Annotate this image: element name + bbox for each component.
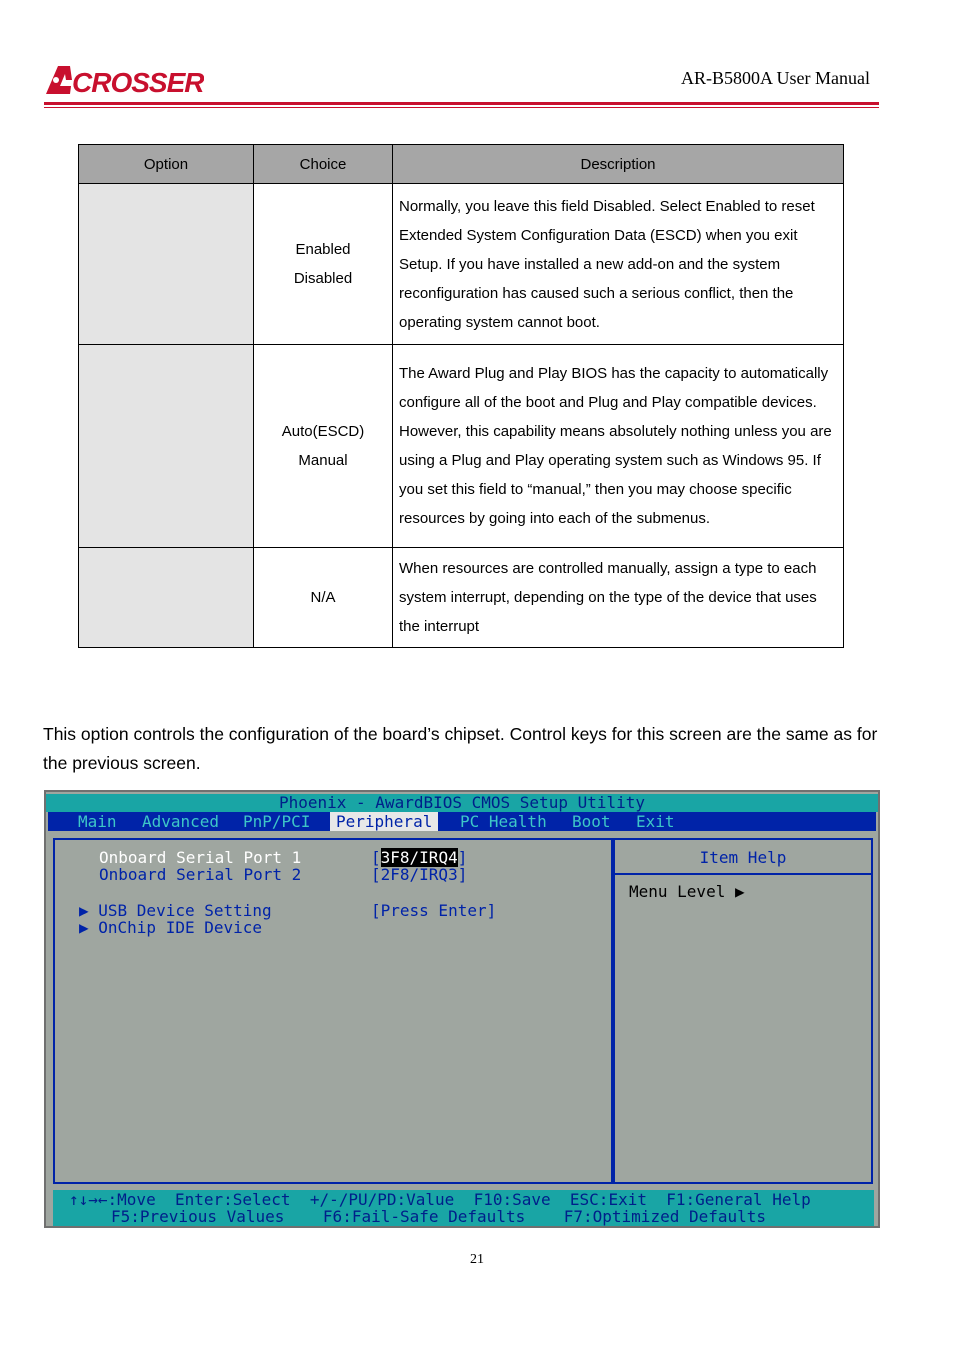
col-header-description: Description bbox=[393, 145, 844, 184]
options-table bbox=[78, 144, 844, 648]
choice-value: Disabled bbox=[293, 270, 353, 287]
bios-help-divider bbox=[615, 873, 871, 875]
choice-cell bbox=[254, 345, 393, 548]
bios-menu-exit[interactable]: Exit bbox=[636, 812, 675, 831]
choice-value: N/A bbox=[310, 589, 336, 606]
choice-value: Auto(ESCD) bbox=[281, 423, 365, 440]
bios-menu-bar bbox=[48, 812, 876, 831]
bios-item-serial-port-2[interactable]: Onboard Serial Port 2 bbox=[99, 865, 302, 884]
bios-menu-pnp-pci[interactable]: PnP/PCI bbox=[243, 812, 311, 831]
table-row bbox=[79, 184, 844, 345]
option-cell bbox=[79, 345, 254, 548]
bios-item-serial-port-1[interactable]: Onboard Serial Port 1 bbox=[99, 848, 302, 867]
bios-menu-advanced[interactable]: Advanced bbox=[142, 812, 220, 831]
bios-menu-boot[interactable]: Boot bbox=[572, 812, 611, 831]
bios-menu-level: Menu Level ▶ bbox=[629, 882, 745, 901]
choice-value: Manual bbox=[298, 452, 348, 469]
svg-text:CROSSER: CROSSER bbox=[72, 67, 204, 98]
bios-menu-main[interactable]: Main bbox=[78, 812, 117, 831]
bios-footer-line-1: ↑↓→←:Move Enter:Select +/-/PU/PD:Value F10:Save ESC:Exit F1:General Help bbox=[69, 1190, 811, 1209]
choice-cell bbox=[254, 184, 393, 345]
header-rule-thin bbox=[44, 107, 879, 108]
choice-value: Enabled bbox=[295, 241, 351, 258]
bios-settings-panel bbox=[53, 838, 613, 1184]
bios-value-usb-device-setting[interactable]: [Press Enter] bbox=[371, 901, 497, 920]
bios-menu-peripheral[interactable]: Peripheral bbox=[330, 812, 438, 831]
option-cell bbox=[79, 548, 254, 648]
bios-value-serial-port-1[interactable]: [3F8/IRQ4] bbox=[371, 848, 468, 867]
option-cell bbox=[79, 184, 254, 345]
table-row bbox=[79, 345, 844, 548]
col-header-choice: Choice bbox=[254, 145, 393, 184]
manual-title: AR-B5800A User Manual bbox=[681, 68, 870, 88]
bios-help-panel bbox=[613, 838, 873, 1184]
table-row bbox=[79, 548, 844, 648]
col-header-option: Option bbox=[79, 145, 254, 184]
bios-item-onchip-ide-device[interactable]: ▶ OnChip IDE Device bbox=[79, 918, 263, 937]
choice-cell bbox=[254, 548, 393, 648]
acrosser-logo bbox=[44, 60, 204, 100]
bios-screenshot bbox=[44, 790, 880, 1228]
intro-paragraph: This option controls the configuration of the board’s chipset. Control keys for this screen are the same as for the previous screen. bbox=[43, 724, 878, 773]
bios-footer-line-2: F5:Previous Values F6:Fail-Safe Defaults F7:Optimized Defaults bbox=[111, 1207, 767, 1226]
bios-menu-pc-health[interactable]: PC Health bbox=[460, 812, 547, 831]
header-rule bbox=[44, 102, 879, 105]
bios-help-title: Item Help bbox=[699, 848, 787, 867]
bios-item-usb-device-setting[interactable]: ▶ USB Device Setting bbox=[79, 901, 272, 920]
description-cell: Normally, you leave this field Disabled. Select Enabled to reset Extended System Configuration Data (ESCD) when you exit Setup. If you have installed a new add-on and the system reconfiguration has caused such a serious conflict, then the operating system cannot boot. bbox=[393, 184, 844, 345]
page-number: 21 bbox=[470, 1252, 484, 1267]
bios-title: Phoenix - AwardBIOS CMOS Setup Utility bbox=[46, 794, 878, 812]
bios-value-serial-port-2[interactable]: [2F8/IRQ3] bbox=[371, 865, 468, 884]
bios-footer bbox=[53, 1190, 874, 1226]
description-cell: The Award Plug and Play BIOS has the capacity to automatically configure all of the boot and Plug and Play compatible devices. However, this capability means absolutely nothing unless you are using a Plug and Play operating system such as Windows 95. If you set this field to “manual,” then you may choose specific resources by going into each of the submenus. bbox=[393, 345, 844, 548]
bios-value-highlight: 3F8/IRQ4 bbox=[380, 848, 458, 867]
description-cell: When resources are controlled manually, assign a type to each system interrupt, depending on the type of the device that uses the interrupt bbox=[393, 548, 844, 648]
